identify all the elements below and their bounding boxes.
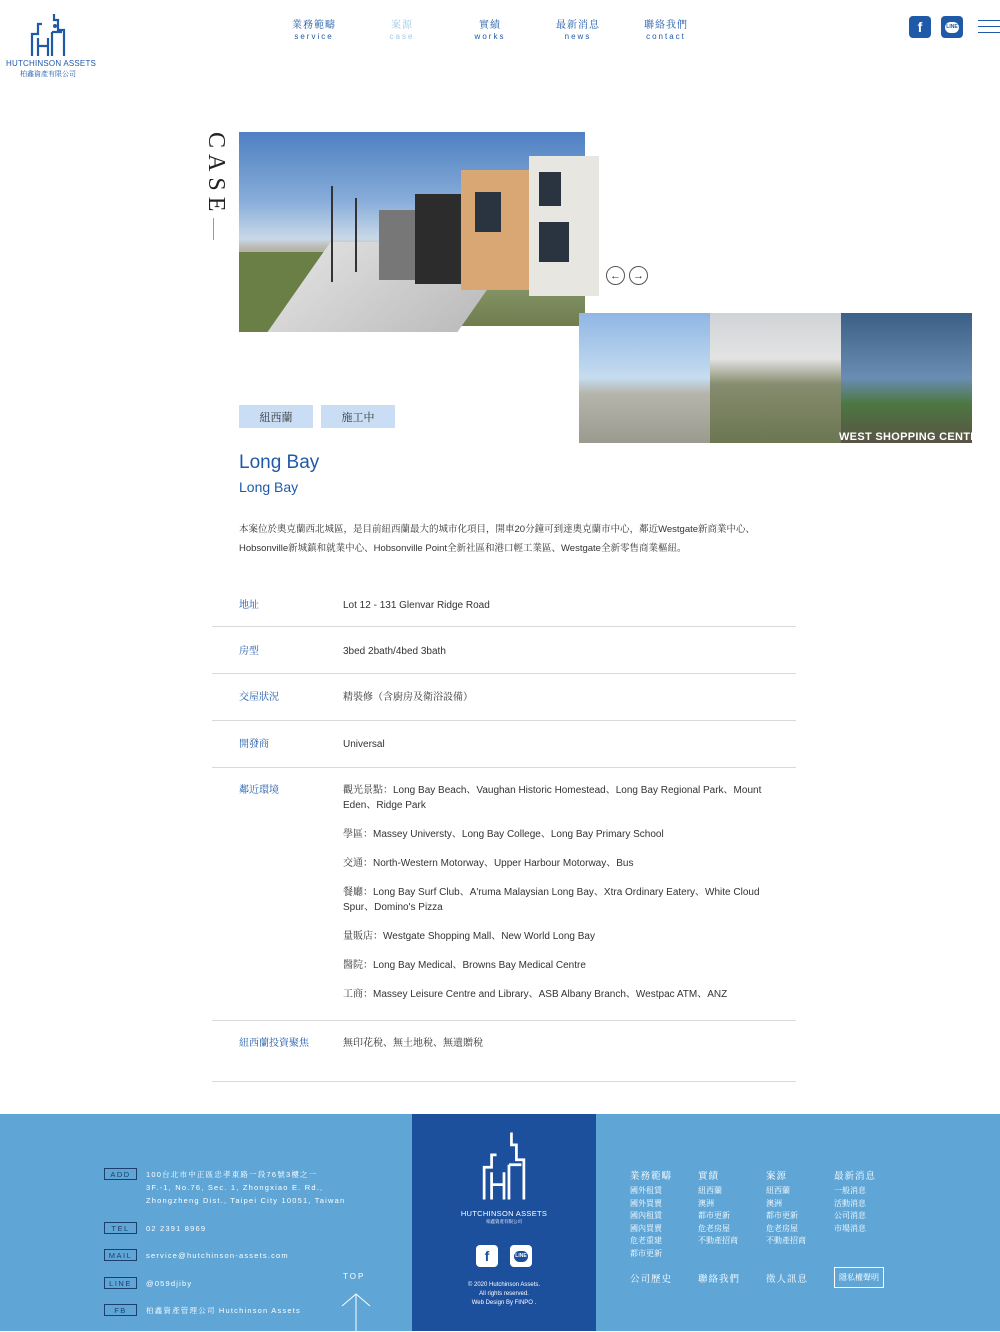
footer-logo-icon [479, 1130, 529, 1202]
footer-line-button[interactable] [510, 1245, 532, 1267]
surroundings-item: 醫院：Long Bay Medical、Browns Bay Medical Centre [343, 960, 586, 971]
case-title: Long Bay [239, 452, 320, 473]
main-photo [239, 132, 585, 326]
footer-history-link[interactable]: 公司歷史 [630, 1273, 673, 1285]
footer-col-service: 業務範疇 國外租賃 國外買賣 國內租賃 國內買賣 危老重建 都市更新 [630, 1171, 673, 1258]
prev-arrow-icon[interactable]: ← [606, 266, 625, 285]
surroundings-item: 餐廳：Long Bay Surf Club、A'ruma Malaysian Long Bay、Xtra Ordinary Eatery、White Cloud Spur、Domino's Pizza [343, 887, 760, 913]
nav-case[interactable]: 案源 case [389, 20, 415, 41]
logo-name-en: HUTCHINSON ASSETS [6, 59, 97, 68]
hamburger-menu-icon[interactable] [978, 20, 1000, 38]
footer-col-works: 實績 紐西蘭 澳洲 都市更新 危老房屋 不動產招商 [698, 1171, 738, 1245]
line-icon: LINE [945, 22, 959, 33]
section-divider [213, 218, 214, 240]
surroundings-item: 學區：Massey Universty、Long Bay College、Long Bay Primary School [343, 829, 664, 840]
footer-tel: TEL 02 2391 8969 [104, 1222, 206, 1235]
next-arrow-icon[interactable]: → [629, 266, 648, 285]
info-table [212, 580, 796, 1082]
surroundings-item: 量販店：Westgate Shopping Mall、New World Long Bay [343, 931, 595, 942]
thumbnail-1[interactable] [579, 313, 710, 443]
header-social [909, 16, 963, 38]
nav-contact[interactable]: 聯絡我們 contact [644, 20, 688, 41]
section-label [202, 132, 229, 242]
surroundings-item: 觀光景點：Long Bay Beach、Vaughan Historic Homestead、Long Bay Regional Park、Mount Eden、Ridge Park [343, 785, 762, 811]
footer-jobs-link[interactable]: 徵人訊息 [766, 1273, 809, 1285]
info-row-focus: 紐西蘭投資聚焦 無印花稅、無土地稅、無遺贈稅 [212, 1021, 796, 1082]
site-logo[interactable] [6, 12, 97, 84]
footer-brand-zh: 柏鑫資產有限公司 [486, 1219, 522, 1224]
line-icon-button[interactable] [941, 16, 963, 38]
nav-works[interactable]: 實績 works [474, 20, 506, 41]
footer-line: LINE @059djiby [104, 1277, 192, 1290]
site-footer [0, 1114, 1000, 1331]
info-row-address: 地址 Lot 12 - 131 Glenvar Ridge Road [212, 580, 796, 627]
footer-brand [412, 1114, 596, 1331]
privacy-button[interactable]: 隱私權聲明 [834, 1267, 884, 1288]
section-title: CASE [203, 132, 229, 218]
slider-controls [606, 266, 648, 285]
info-row-type: 房型 3bed 2bath/4bed 3bath [212, 627, 796, 674]
thumbnail-strip [579, 313, 987, 443]
footer-address: ADD 100台北市中正區忠孝東路一段76號3樓之一 3F.-1, No.76, Sec. 1, Zhongxiao E. Rd., Zhongzheng Dist., Taipei City 10051, Taiwan [104, 1168, 345, 1207]
surroundings-item: 工商：Massey Leisure Centre and Library、ASB Albany Branch、Westpac ATM、ANZ [343, 989, 728, 1000]
footer-brand-en: HUTCHINSON ASSETS [460, 1209, 548, 1218]
case-subtitle: Long Bay [239, 479, 299, 495]
footer-col-case: 案源 紐西蘭 澳洲 都市更新 危老房屋 不動產招商 [766, 1171, 806, 1245]
facebook-icon[interactable]: f [909, 16, 931, 38]
case-description: 本案位於奧克蘭西北城區，是目前紐西蘭最大的城市化項目，開車20分鐘可到達奧克蘭市中心，鄰近Westgate新商業中心、Hobsonville新城鎮和就業中心、Hobsonville Point全新社區和港口輕工業區、Westgate全新零售商業樞紐。 [239, 524, 756, 554]
thumbnail-3[interactable] [839, 313, 987, 443]
footer-facebook-icon[interactable]: f [476, 1245, 498, 1267]
tag-list [239, 405, 395, 428]
footer-line-icon: LINE [514, 1251, 528, 1262]
logo-name-zh: 柏鑫資產有限公司 [20, 71, 76, 78]
footer-bottom-links [630, 1267, 884, 1288]
footer-mail: MAIL service@hutchinson-assets.com [104, 1249, 289, 1262]
tag-status: 施工中 [321, 405, 395, 428]
surroundings-item: 交通：North-Western Motorway、Upper Harbour Motorway、Bus [343, 858, 634, 869]
logo-building-icon [28, 12, 68, 58]
copyright: © 2020 Hutchinson Assets. All rights reserved. Web Design By FINPO . [467, 1282, 541, 1306]
info-row-delivery: 交屋狀況 精裝修（含廚房及衛浴設備） [212, 674, 796, 721]
nav-news[interactable]: 最新消息 news [556, 20, 600, 41]
info-row-developer: 開發商 Universal [212, 721, 796, 768]
footer-social [412, 1245, 596, 1267]
thumbnail-2[interactable] [710, 313, 841, 443]
footer-sitemap [630, 1168, 902, 1260]
info-row-surroundings: 鄰近環境 觀光景點：Long Bay Beach、Vaughan Historic Homestead、Long Bay Regional Park、Mount Eden、Ridge Park 學區：Massey Universty、Long Bay College、Long Bay Primary School 交通：North-Western Motorway、Upper Harbour Motorway、Bus 餐廳：Long Bay Surf Club、A'ruma Malaysian Long Bay、Xtra Ordinary Eatery、White Cloud Spur、Domino's Pizza 量販店：Westgate Shopping Mall、New World Long Bay 醫院：Long Bay Medical、Browns Bay Medical Centre 工商：Massey Leisure Centre and Library、ASB Albany Branch、Westpac ATM、ANZ [212, 768, 796, 1021]
nav-service[interactable]: 業務範疇 service [292, 20, 336, 41]
tag-country: 紐西蘭 [239, 405, 313, 428]
footer-contact-link[interactable]: 聯絡我們 [698, 1273, 741, 1285]
main-nav [270, 16, 710, 41]
back-to-top-label[interactable]: TOP [343, 1272, 366, 1281]
thumbnail-3-caption: WEST SHOPPING CENTRE [839, 431, 987, 443]
footer-col-news: 最新消息 一般消息 活動消息 公司消息 市場消息 [834, 1171, 877, 1233]
footer-fb: FB 柏鑫資產管理公司 Hutchinson Assets [104, 1304, 301, 1317]
up-arrow-icon[interactable] [341, 1292, 371, 1332]
